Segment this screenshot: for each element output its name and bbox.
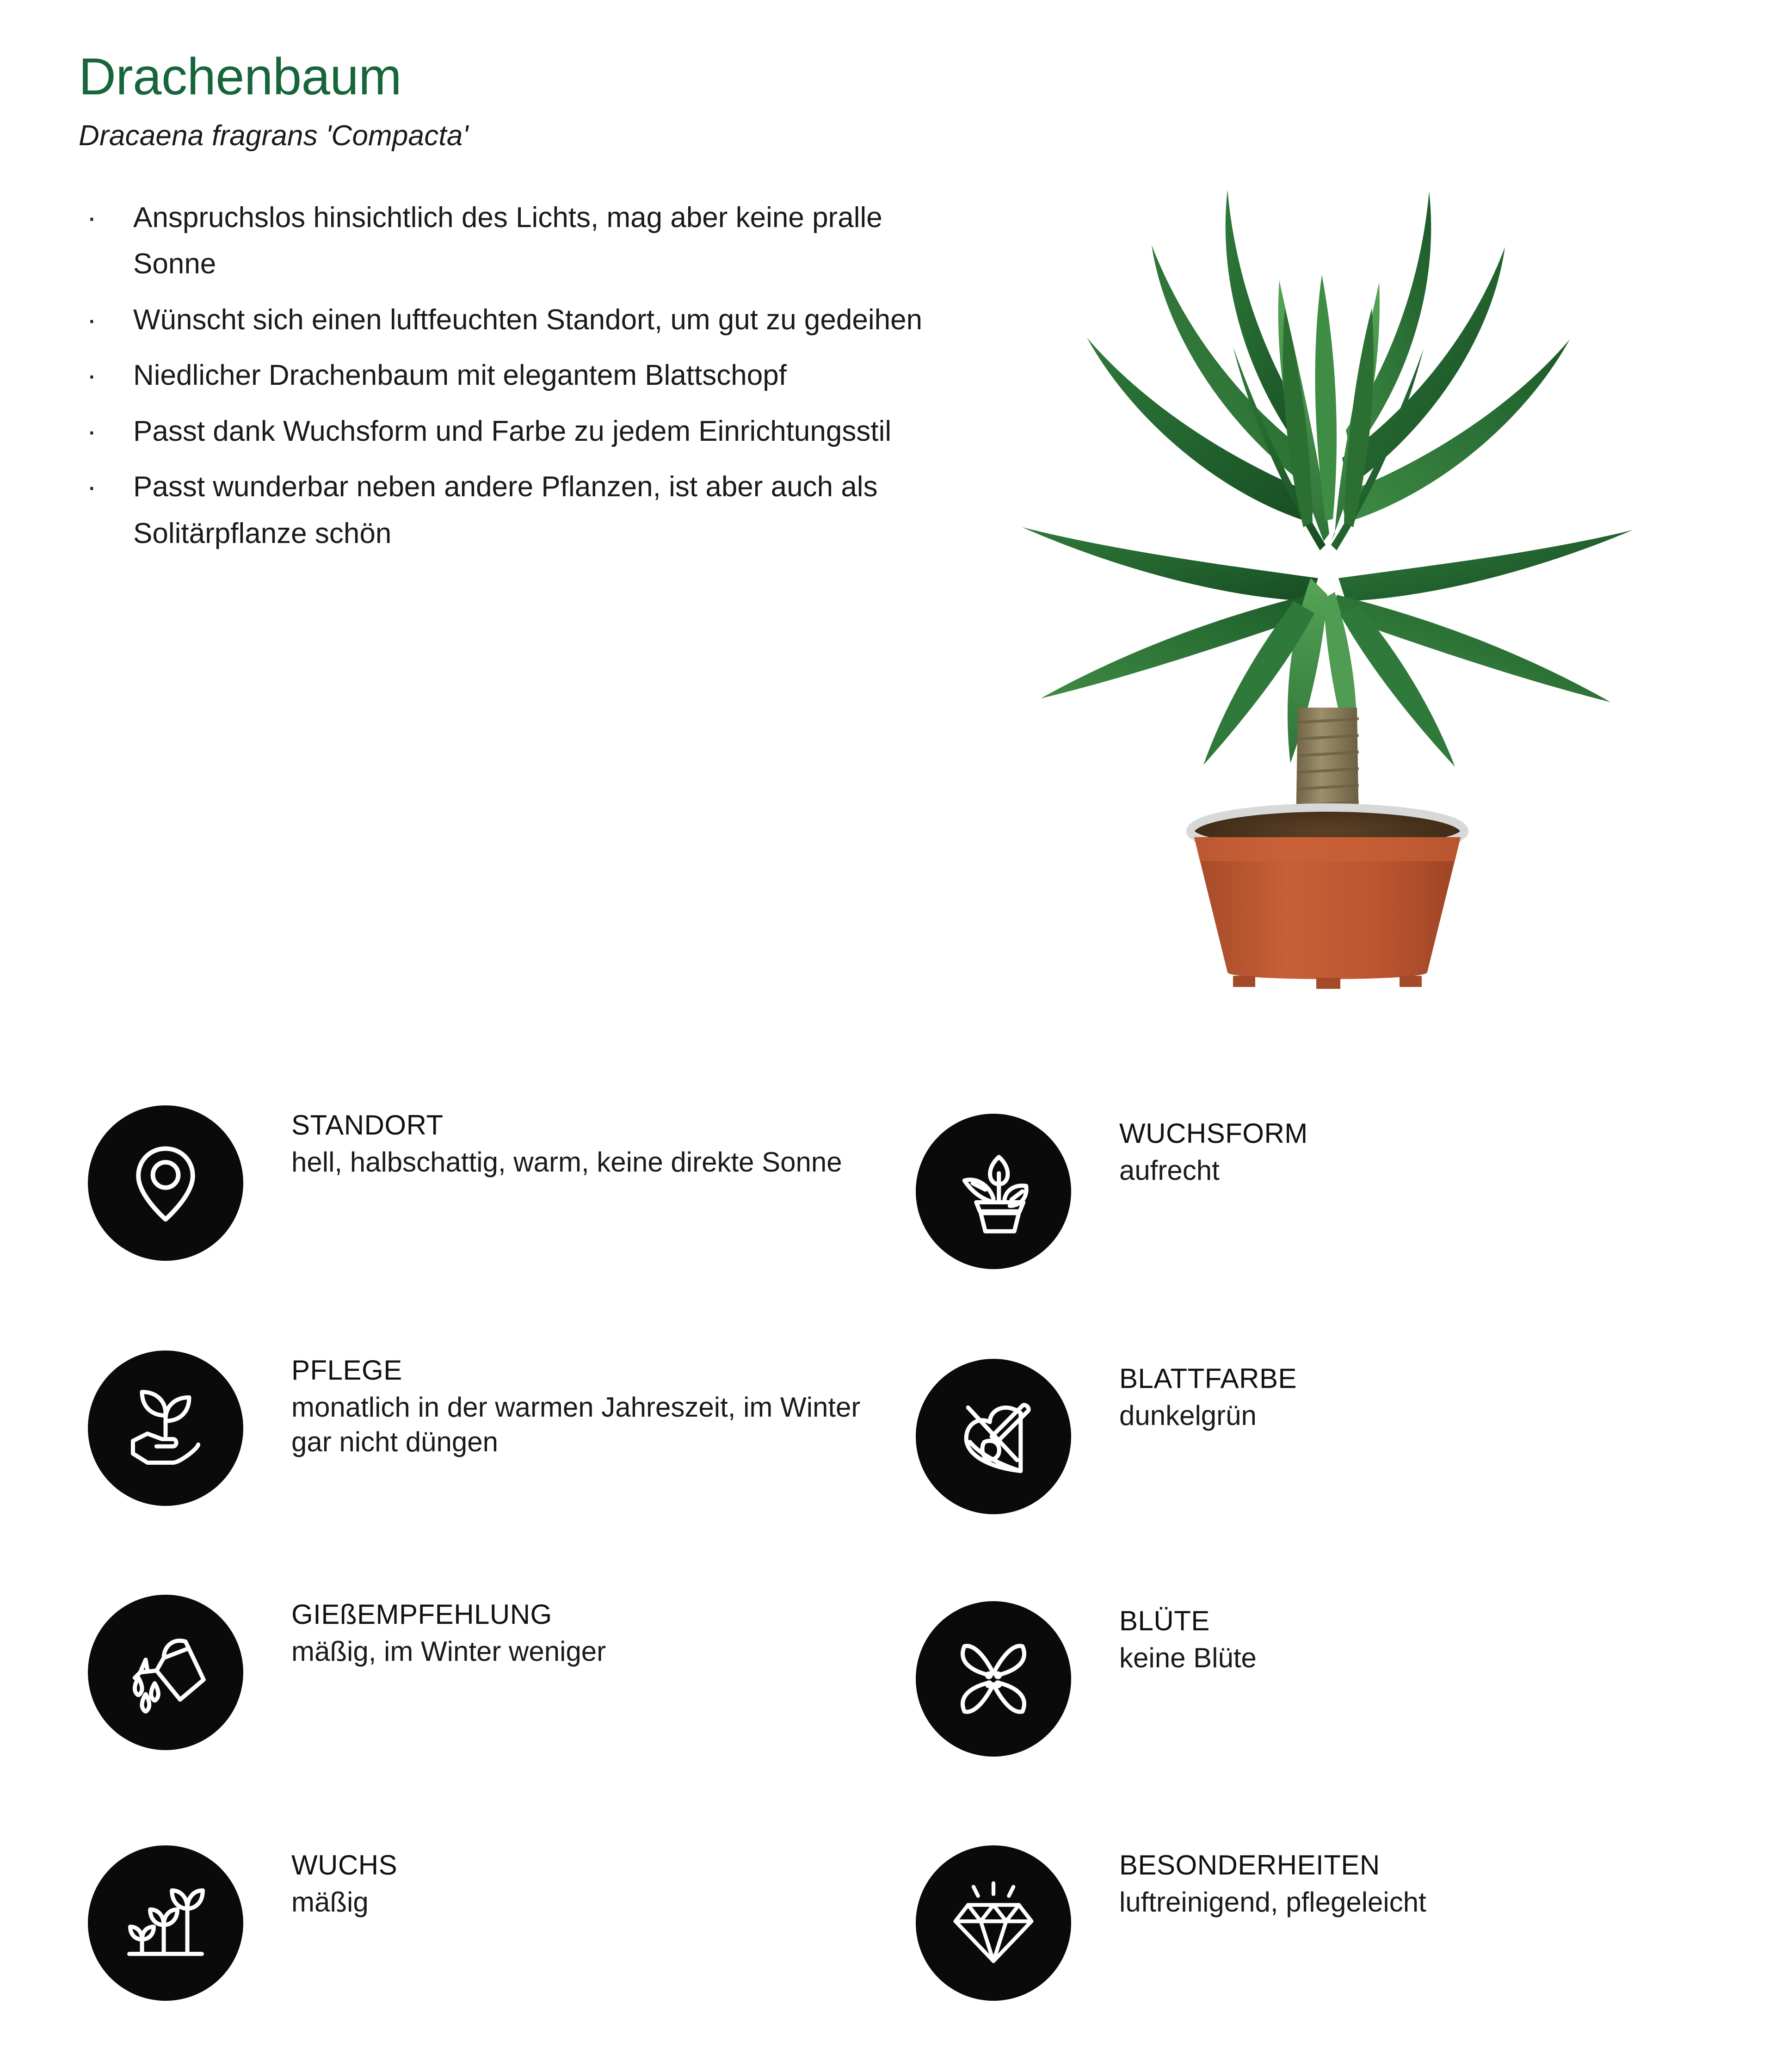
plant-leaves bbox=[1022, 190, 1633, 774]
feature-text: Wünscht sich einen luftfeuchten Standort, um gut zu gedeihen bbox=[133, 303, 923, 336]
info-text-block bbox=[243, 1845, 397, 1919]
bullet-glyph: · bbox=[87, 415, 97, 447]
info-label: BLATTFARBE bbox=[1119, 1363, 1297, 1394]
feature-list bbox=[79, 195, 934, 557]
info-text-block bbox=[243, 1350, 902, 1460]
info-value: luftreinigend, pflegeleicht bbox=[1119, 1886, 1426, 1918]
feature-text: Anspruchslos hinsichtlich des Lichts, mag aber keine pralle Sonne bbox=[133, 202, 882, 280]
info-value: monatlich in der warmen Jahreszeit, im Winter gar nicht düngen bbox=[291, 1391, 861, 1458]
diamond-icon bbox=[916, 1845, 1071, 2001]
feature-text: Passt dank Wuchsform und Farbe zu jedem Einrichtungsstil bbox=[133, 415, 892, 447]
info-text-block bbox=[1071, 1114, 1308, 1188]
info-row-giessempfehlung bbox=[88, 1595, 902, 1750]
info-label: STANDORT bbox=[291, 1110, 444, 1141]
bullet-glyph: · bbox=[87, 471, 97, 503]
info-text-block bbox=[1071, 1601, 1257, 1675]
info-row-wuchs bbox=[88, 1845, 902, 2001]
location-pin-icon bbox=[88, 1105, 243, 1261]
list-item bbox=[79, 195, 934, 288]
info-value: hell, halbschattig, warm, keine direkte Sonne bbox=[291, 1146, 842, 1178]
header-text-block bbox=[79, 48, 934, 566]
info-text-block bbox=[1071, 1359, 1297, 1433]
info-label: WUCHS bbox=[291, 1850, 398, 1881]
list-item bbox=[79, 408, 934, 455]
info-row-wuchsform bbox=[916, 1114, 1730, 1269]
bullet-glyph: · bbox=[87, 303, 97, 336]
info-value: aufrecht bbox=[1119, 1154, 1220, 1186]
latin-name: Dracaena fragrans 'Compacta' bbox=[79, 120, 469, 152]
info-row-pflege bbox=[88, 1350, 902, 1506]
info-value: mäßig, im Winter weniger bbox=[291, 1635, 606, 1667]
bullet-glyph: · bbox=[87, 359, 97, 392]
info-label: PFLEGE bbox=[291, 1355, 402, 1386]
info-row-blattfarbe bbox=[916, 1359, 1730, 1514]
bullet-glyph: · bbox=[87, 202, 97, 234]
potted-plant-icon bbox=[916, 1114, 1071, 1269]
seedling-in-hand-icon bbox=[88, 1350, 243, 1506]
info-label: BLÜTE bbox=[1119, 1605, 1210, 1636]
info-text-block bbox=[1071, 1845, 1426, 1919]
info-text-block bbox=[243, 1105, 842, 1179]
list-item bbox=[79, 352, 934, 399]
info-value: dunkelgrün bbox=[1119, 1400, 1257, 1431]
feature-text: Passt wunderbar neben andere Pflanzen, ist aber auch als Solitärpflanze schön bbox=[133, 471, 878, 549]
page-title: Drachenbaum bbox=[79, 48, 401, 105]
plant-pot bbox=[1190, 808, 1464, 989]
leaf-brush-icon bbox=[916, 1359, 1071, 1514]
info-text-block bbox=[243, 1595, 606, 1669]
list-item bbox=[79, 464, 934, 557]
info-label: GIEßEMPFEHLUNG bbox=[291, 1599, 552, 1630]
info-row-bluete bbox=[916, 1601, 1730, 1757]
info-value: mäßig bbox=[291, 1886, 369, 1918]
growing-plants-icon bbox=[88, 1845, 243, 2001]
plant-photo bbox=[985, 60, 1670, 999]
info-value: keine Blüte bbox=[1119, 1642, 1257, 1673]
info-label: BESONDERHEITEN bbox=[1119, 1850, 1380, 1881]
list-item bbox=[79, 297, 934, 343]
watering-can-icon bbox=[88, 1595, 243, 1750]
flower-icon bbox=[916, 1601, 1071, 1757]
info-row-standort bbox=[88, 1105, 902, 1261]
feature-text: Niedlicher Drachenbaum mit elegantem Blattschopf bbox=[133, 359, 787, 392]
info-row-besonderheiten bbox=[916, 1845, 1730, 2001]
info-label: WUCHSFORM bbox=[1119, 1118, 1308, 1149]
